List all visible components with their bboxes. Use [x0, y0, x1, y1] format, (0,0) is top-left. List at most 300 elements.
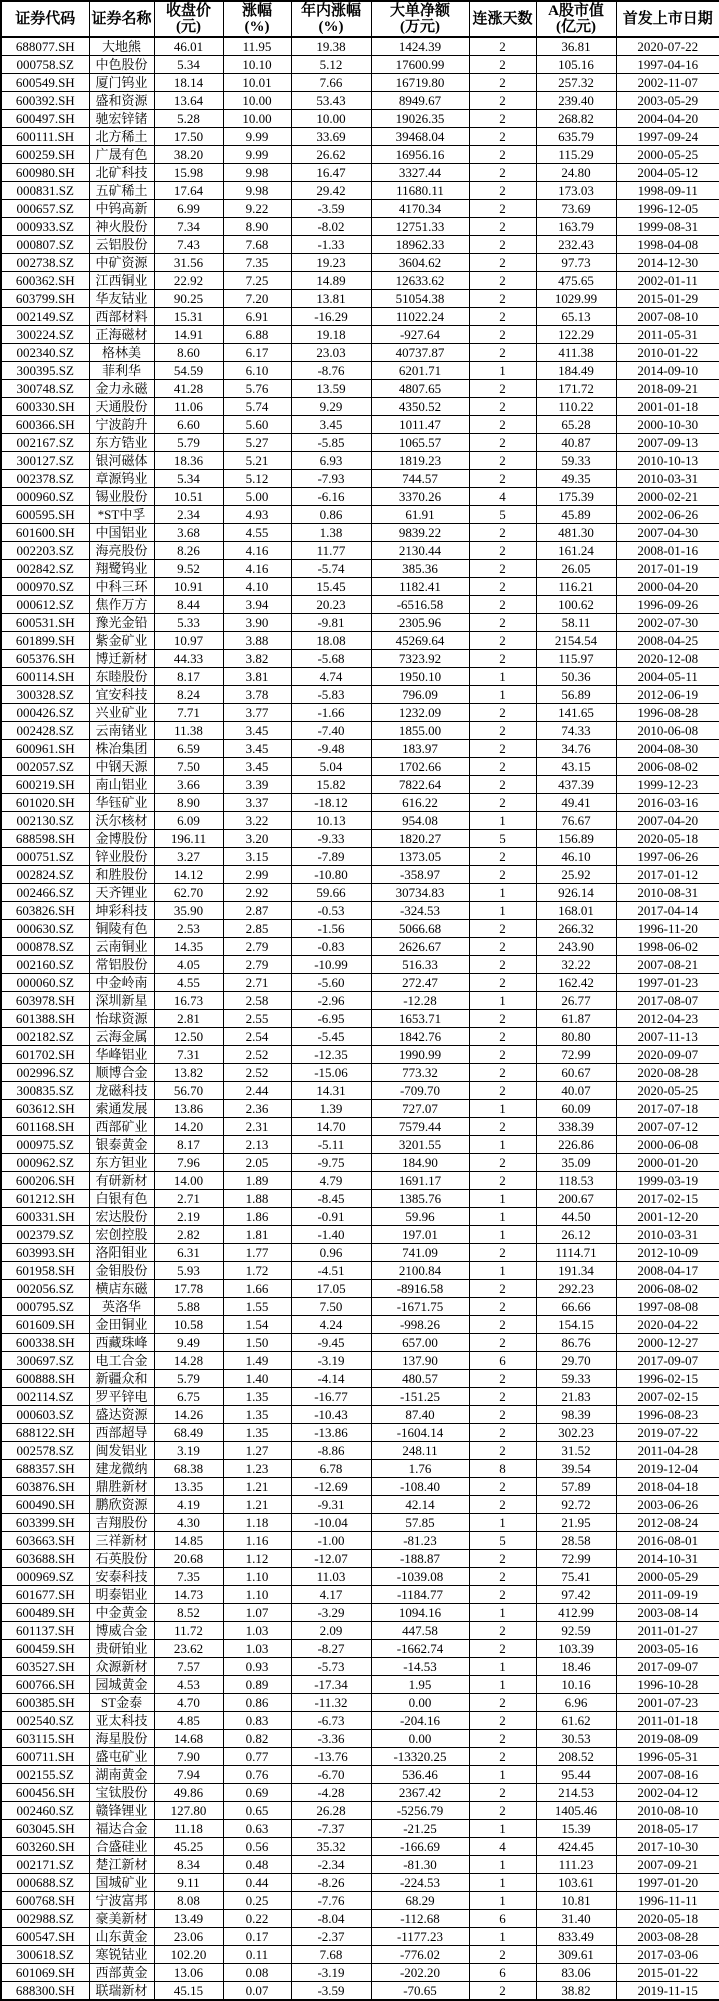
cell-name[interactable]: 锡业股份	[89, 488, 154, 506]
table-row[interactable]	[1, 1622, 719, 1640]
cell-ytd-change[interactable]: -15.06	[291, 1064, 371, 1082]
cell-change[interactable]: 1.16	[223, 1532, 291, 1550]
cell-close[interactable]: 45.15	[154, 1982, 223, 2001]
cell-ipo-date[interactable]: 2017-09-07	[616, 1352, 719, 1370]
cell-large-order-net[interactable]: 1702.66	[371, 758, 469, 776]
cell-name[interactable]: 北方稀土	[89, 128, 154, 146]
cell-close[interactable]: 11.38	[154, 722, 223, 740]
cell-change[interactable]: 3.45	[223, 758, 291, 776]
cell-name[interactable]: 云海金属	[89, 1028, 154, 1046]
cell-close[interactable]: 3.19	[154, 1442, 223, 1460]
cell-ipo-date[interactable]: 2020-05-18	[616, 1910, 719, 1928]
cell-code[interactable]: 300395.SZ	[1, 362, 89, 380]
cell-market-cap[interactable]: 191.34	[536, 1262, 616, 1280]
cell-ytd-change[interactable]: -3.19	[291, 1964, 371, 1982]
cell-close[interactable]: 11.72	[154, 1622, 223, 1640]
cell-large-order-net[interactable]: 480.57	[371, 1370, 469, 1388]
table-row[interactable]	[1, 1730, 719, 1748]
cell-large-order-net[interactable]: 0.00	[371, 1730, 469, 1748]
cell-up-days[interactable]: 2	[469, 1784, 536, 1802]
cell-change[interactable]: 0.48	[223, 1856, 291, 1874]
cell-code[interactable]: 002996.SZ	[1, 1064, 89, 1082]
cell-change[interactable]: 5.12	[223, 470, 291, 488]
cell-market-cap[interactable]: 65.28	[536, 416, 616, 434]
table-row[interactable]	[1, 1082, 719, 1100]
cell-ytd-change[interactable]: 19.18	[291, 326, 371, 344]
cell-name[interactable]: 银河磁体	[89, 452, 154, 470]
table-row[interactable]	[1, 1478, 719, 1496]
cell-code[interactable]: 601020.SH	[1, 794, 89, 812]
cell-ipo-date[interactable]: 2019-08-09	[616, 1730, 719, 1748]
cell-close[interactable]: 12.50	[154, 1028, 223, 1046]
cell-name[interactable]: 楚江新材	[89, 1856, 154, 1874]
cell-name[interactable]: 宁波韵升	[89, 416, 154, 434]
cell-large-order-net[interactable]: -8916.58	[371, 1280, 469, 1298]
cell-code[interactable]: 002540.SZ	[1, 1712, 89, 1730]
cell-market-cap[interactable]: 162.42	[536, 974, 616, 992]
cell-market-cap[interactable]: 171.72	[536, 380, 616, 398]
cell-code[interactable]: 002057.SZ	[1, 758, 89, 776]
cell-change[interactable]: 2.52	[223, 1064, 291, 1082]
cell-up-days[interactable]: 2	[469, 380, 536, 398]
table-row[interactable]	[1, 848, 719, 866]
cell-market-cap[interactable]: 21.83	[536, 1388, 616, 1406]
cell-market-cap[interactable]: 92.72	[536, 1496, 616, 1514]
cell-close[interactable]: 10.58	[154, 1316, 223, 1334]
cell-market-cap[interactable]: 268.82	[536, 110, 616, 128]
cell-large-order-net[interactable]: 12633.62	[371, 272, 469, 290]
table-row[interactable]	[1, 992, 719, 1010]
cell-close[interactable]: 14.68	[154, 1730, 223, 1748]
cell-ipo-date[interactable]: 2001-12-20	[616, 1208, 719, 1226]
cell-ytd-change[interactable]: -4.28	[291, 1784, 371, 1802]
cell-code[interactable]: 002842.SZ	[1, 560, 89, 578]
cell-up-days[interactable]: 1	[469, 1190, 536, 1208]
cell-up-days[interactable]: 2	[469, 200, 536, 218]
cell-name[interactable]: 和胜股份	[89, 866, 154, 884]
table-row[interactable]	[1, 740, 719, 758]
cell-name[interactable]: 华友钴业	[89, 290, 154, 308]
cell-ipo-date[interactable]: 2002-06-26	[616, 506, 719, 524]
cell-large-order-net[interactable]: 1.95	[371, 1676, 469, 1694]
cell-ytd-change[interactable]: 17.05	[291, 1280, 371, 1298]
cell-ipo-date[interactable]: 2016-08-01	[616, 1532, 719, 1550]
cell-close[interactable]: 8.90	[154, 794, 223, 812]
cell-change[interactable]: 1.35	[223, 1424, 291, 1442]
cell-ytd-change[interactable]: -0.83	[291, 938, 371, 956]
cell-ytd-change[interactable]: -3.19	[291, 1352, 371, 1370]
cell-name[interactable]: 云南铜业	[89, 938, 154, 956]
cell-code[interactable]: 600362.SH	[1, 272, 89, 290]
cell-up-days[interactable]: 2	[469, 596, 536, 614]
cell-ipo-date[interactable]: 2019-07-22	[616, 1424, 719, 1442]
cell-close[interactable]: 45.25	[154, 1838, 223, 1856]
cell-code[interactable]: 300748.SZ	[1, 380, 89, 398]
cell-name[interactable]: 深圳新星	[89, 992, 154, 1010]
cell-change[interactable]: 2.52	[223, 1046, 291, 1064]
cell-close[interactable]: 8.34	[154, 1856, 223, 1874]
cell-change[interactable]: 0.22	[223, 1910, 291, 1928]
cell-ytd-change[interactable]: -17.34	[291, 1676, 371, 1694]
cell-market-cap[interactable]: 10.16	[536, 1676, 616, 1694]
cell-ipo-date[interactable]: 2015-01-29	[616, 290, 719, 308]
cell-close[interactable]: 8.17	[154, 668, 223, 686]
cell-market-cap[interactable]: 75.41	[536, 1568, 616, 1586]
cell-large-order-net[interactable]: 7323.92	[371, 650, 469, 668]
cell-ytd-change[interactable]: -1.33	[291, 236, 371, 254]
cell-ytd-change[interactable]: -5.11	[291, 1136, 371, 1154]
cell-up-days[interactable]: 5	[469, 830, 536, 848]
table-row[interactable]	[1, 1676, 719, 1694]
cell-ipo-date[interactable]: 2004-05-11	[616, 668, 719, 686]
cell-name[interactable]: 云铝股份	[89, 236, 154, 254]
cell-ipo-date[interactable]: 2007-02-15	[616, 1388, 719, 1406]
cell-market-cap[interactable]: 232.43	[536, 236, 616, 254]
table-row[interactable]	[1, 380, 719, 398]
cell-up-days[interactable]: 2	[469, 578, 536, 596]
cell-name[interactable]: 鼎胜新材	[89, 1478, 154, 1496]
cell-code[interactable]: 000688.SZ	[1, 1874, 89, 1892]
cell-up-days[interactable]: 2	[469, 938, 536, 956]
cell-market-cap[interactable]: 292.23	[536, 1280, 616, 1298]
cell-close[interactable]: 7.90	[154, 1748, 223, 1766]
cell-market-cap[interactable]: 25.92	[536, 866, 616, 884]
cell-market-cap[interactable]: 92.59	[536, 1622, 616, 1640]
cell-ipo-date[interactable]: 2002-04-12	[616, 1784, 719, 1802]
cell-close[interactable]: 7.71	[154, 704, 223, 722]
table-row[interactable]	[1, 434, 719, 452]
cell-change[interactable]: 4.55	[223, 524, 291, 542]
cell-change[interactable]: 10.00	[223, 92, 291, 110]
cell-market-cap[interactable]: 26.12	[536, 1226, 616, 1244]
cell-up-days[interactable]: 2	[469, 1946, 536, 1964]
cell-large-order-net[interactable]: -1039.08	[371, 1568, 469, 1586]
cell-ytd-change[interactable]: 19.38	[291, 37, 371, 56]
cell-ipo-date[interactable]: 2010-06-08	[616, 722, 719, 740]
cell-large-order-net[interactable]: 385.36	[371, 560, 469, 578]
cell-up-days[interactable]: 2	[469, 37, 536, 56]
cell-large-order-net[interactable]: -151.25	[371, 1388, 469, 1406]
cell-ytd-change[interactable]: -9.81	[291, 614, 371, 632]
cell-ytd-change[interactable]: 11.03	[291, 1568, 371, 1586]
cell-change[interactable]: 1.03	[223, 1622, 291, 1640]
cell-name[interactable]: 翔鹭钨业	[89, 560, 154, 578]
cell-large-order-net[interactable]: 1065.57	[371, 434, 469, 452]
cell-change[interactable]: 2.58	[223, 992, 291, 1010]
cell-up-days[interactable]: 2	[469, 956, 536, 974]
cell-large-order-net[interactable]: 741.09	[371, 1244, 469, 1262]
cell-large-order-net[interactable]: 40737.87	[371, 344, 469, 362]
cell-ytd-change[interactable]: -2.34	[291, 1856, 371, 1874]
table-row[interactable]	[1, 686, 719, 704]
cell-name[interactable]: 怡球资源	[89, 1010, 154, 1028]
cell-ytd-change[interactable]: 18.08	[291, 632, 371, 650]
cell-code[interactable]: 600595.SH	[1, 506, 89, 524]
cell-large-order-net[interactable]: 4350.52	[371, 398, 469, 416]
cell-ytd-change[interactable]: -18.12	[291, 794, 371, 812]
cell-name[interactable]: 新疆众和	[89, 1370, 154, 1388]
cell-large-order-net[interactable]: -1177.23	[371, 1928, 469, 1946]
cell-change[interactable]: 0.07	[223, 1982, 291, 2001]
cell-close[interactable]: 13.82	[154, 1064, 223, 1082]
cell-change[interactable]: 7.68	[223, 236, 291, 254]
cell-ipo-date[interactable]: 1996-08-23	[616, 1406, 719, 1424]
cell-ytd-change[interactable]: 15.82	[291, 776, 371, 794]
cell-code[interactable]: 002130.SZ	[1, 812, 89, 830]
cell-name[interactable]: 西部黄金	[89, 1964, 154, 1982]
cell-up-days[interactable]: 2	[469, 1334, 536, 1352]
cell-up-days[interactable]: 2	[469, 272, 536, 290]
cell-code[interactable]: 002378.SZ	[1, 470, 89, 488]
cell-market-cap[interactable]: 86.76	[536, 1334, 616, 1352]
cell-code[interactable]: 002824.SZ	[1, 866, 89, 884]
cell-change[interactable]: 2.87	[223, 902, 291, 920]
cell-change[interactable]: 9.99	[223, 146, 291, 164]
cell-ytd-change[interactable]: -10.43	[291, 1406, 371, 1424]
cell-market-cap[interactable]: 2154.54	[536, 632, 616, 650]
cell-code[interactable]: 600392.SH	[1, 92, 89, 110]
cell-ytd-change[interactable]: 4.17	[291, 1586, 371, 1604]
cell-code[interactable]: 603799.SH	[1, 290, 89, 308]
cell-large-order-net[interactable]: 3327.44	[371, 164, 469, 182]
cell-code[interactable]: 002155.SZ	[1, 1766, 89, 1784]
cell-name[interactable]: 宝钛股份	[89, 1784, 154, 1802]
cell-market-cap[interactable]: 437.39	[536, 776, 616, 794]
cell-large-order-net[interactable]: 796.09	[371, 686, 469, 704]
cell-change[interactable]: 5.21	[223, 452, 291, 470]
cell-ytd-change[interactable]: -7.40	[291, 722, 371, 740]
cell-large-order-net[interactable]: -709.70	[371, 1082, 469, 1100]
cell-market-cap[interactable]: 184.49	[536, 362, 616, 380]
cell-change[interactable]: 2.79	[223, 938, 291, 956]
table-row[interactable]	[1, 542, 719, 560]
table-row[interactable]	[1, 956, 719, 974]
cell-change[interactable]: 3.22	[223, 812, 291, 830]
cell-large-order-net[interactable]: 45269.64	[371, 632, 469, 650]
table-row[interactable]	[1, 1190, 719, 1208]
cell-code[interactable]: 688122.SH	[1, 1424, 89, 1442]
cell-ytd-change[interactable]: 1.38	[291, 524, 371, 542]
cell-close[interactable]: 102.20	[154, 1946, 223, 1964]
cell-market-cap[interactable]: 475.65	[536, 272, 616, 290]
cell-close[interactable]: 3.27	[154, 848, 223, 866]
cell-ytd-change[interactable]: 14.31	[291, 1082, 371, 1100]
cell-close[interactable]: 7.43	[154, 236, 223, 254]
cell-large-order-net[interactable]: 11022.24	[371, 308, 469, 326]
cell-ipo-date[interactable]: 1999-08-31	[616, 218, 719, 236]
cell-up-days[interactable]: 2	[469, 1694, 536, 1712]
cell-code[interactable]: 600549.SH	[1, 74, 89, 92]
cell-code[interactable]: 600497.SH	[1, 110, 89, 128]
cell-market-cap[interactable]: 833.49	[536, 1928, 616, 1946]
cell-name[interactable]: 盛达资源	[89, 1406, 154, 1424]
cell-name[interactable]: 格林美	[89, 344, 154, 362]
cell-ipo-date[interactable]: 1996-10-28	[616, 1676, 719, 1694]
cell-market-cap[interactable]: 40.87	[536, 434, 616, 452]
table-row[interactable]	[1, 1118, 719, 1136]
cell-ytd-change[interactable]: -5.60	[291, 974, 371, 992]
cell-up-days[interactable]: 2	[469, 1154, 536, 1172]
cell-change[interactable]: 3.82	[223, 650, 291, 668]
cell-change[interactable]: 1.03	[223, 1640, 291, 1658]
cell-code[interactable]: 000426.SZ	[1, 704, 89, 722]
cell-market-cap[interactable]: 110.22	[536, 398, 616, 416]
cell-up-days[interactable]: 2	[469, 146, 536, 164]
cell-code[interactable]: 300328.SZ	[1, 686, 89, 704]
table-row[interactable]	[1, 416, 719, 434]
cell-market-cap[interactable]: 1029.99	[536, 290, 616, 308]
table-row[interactable]	[1, 1208, 719, 1226]
cell-ipo-date[interactable]: 1999-03-19	[616, 1172, 719, 1190]
cell-market-cap[interactable]: 21.95	[536, 1514, 616, 1532]
cell-ipo-date[interactable]: 2007-09-21	[616, 1856, 719, 1874]
cell-ipo-date[interactable]: 2007-08-10	[616, 308, 719, 326]
cell-close[interactable]: 4.55	[154, 974, 223, 992]
cell-change[interactable]: 10.10	[223, 56, 291, 74]
cell-market-cap[interactable]: 412.99	[536, 1604, 616, 1622]
cell-large-order-net[interactable]: 744.57	[371, 470, 469, 488]
cell-code[interactable]: 002578.SZ	[1, 1442, 89, 1460]
cell-change[interactable]: 4.16	[223, 542, 291, 560]
cell-market-cap[interactable]: 175.39	[536, 488, 616, 506]
cell-market-cap[interactable]: 173.03	[536, 182, 616, 200]
cell-ytd-change[interactable]: -1.66	[291, 704, 371, 722]
cell-code[interactable]: 600489.SH	[1, 1604, 89, 1622]
cell-ytd-change[interactable]: 4.24	[291, 1316, 371, 1334]
cell-close[interactable]: 9.49	[154, 1334, 223, 1352]
cell-market-cap[interactable]: 116.21	[536, 578, 616, 596]
cell-large-order-net[interactable]: 2367.42	[371, 1784, 469, 1802]
cell-code[interactable]: 600331.SH	[1, 1208, 89, 1226]
cell-ytd-change[interactable]: 10.13	[291, 812, 371, 830]
cell-ipo-date[interactable]: 1996-11-11	[616, 1892, 719, 1910]
cell-close[interactable]: 38.20	[154, 146, 223, 164]
cell-change[interactable]: 1.49	[223, 1352, 291, 1370]
cell-close[interactable]: 4.85	[154, 1712, 223, 1730]
cell-name[interactable]: 华钰矿业	[89, 794, 154, 812]
cell-ipo-date[interactable]: 1999-12-23	[616, 776, 719, 794]
cell-change[interactable]: 4.93	[223, 506, 291, 524]
cell-ipo-date[interactable]: 1997-04-16	[616, 56, 719, 74]
cell-large-order-net[interactable]: 16719.80	[371, 74, 469, 92]
cell-name[interactable]: 建龙微纳	[89, 1460, 154, 1478]
cell-ipo-date[interactable]: 2006-08-02	[616, 758, 719, 776]
cell-change[interactable]: 2.99	[223, 866, 291, 884]
cell-change[interactable]: 2.85	[223, 920, 291, 938]
cell-market-cap[interactable]: 24.80	[536, 164, 616, 182]
cell-name[interactable]: 盛屯矿业	[89, 1748, 154, 1766]
cell-code[interactable]: 688357.SH	[1, 1460, 89, 1478]
cell-large-order-net[interactable]: -13320.25	[371, 1748, 469, 1766]
cell-ytd-change[interactable]: 26.62	[291, 146, 371, 164]
cell-name[interactable]: 三祥新材	[89, 1532, 154, 1550]
cell-up-days[interactable]: 2	[469, 632, 536, 650]
cell-close[interactable]: 8.60	[154, 344, 223, 362]
cell-change[interactable]: 3.81	[223, 668, 291, 686]
cell-code[interactable]: 603527.SH	[1, 1658, 89, 1676]
cell-large-order-net[interactable]: 248.11	[371, 1442, 469, 1460]
cell-close[interactable]: 22.92	[154, 272, 223, 290]
cell-large-order-net[interactable]: 1385.76	[371, 1190, 469, 1208]
cell-name[interactable]: 横店东磁	[89, 1280, 154, 1298]
table-row[interactable]	[1, 560, 719, 578]
cell-close[interactable]: 3.66	[154, 776, 223, 794]
cell-large-order-net[interactable]: 1424.39	[371, 37, 469, 56]
cell-ytd-change[interactable]: -10.04	[291, 1514, 371, 1532]
cell-market-cap[interactable]: 118.53	[536, 1172, 616, 1190]
cell-code[interactable]: 600206.SH	[1, 1172, 89, 1190]
cell-name[interactable]: 株冶集团	[89, 740, 154, 758]
cell-up-days[interactable]: 2	[469, 1622, 536, 1640]
table-row[interactable]	[1, 884, 719, 902]
cell-market-cap[interactable]: 80.80	[536, 1028, 616, 1046]
cell-change[interactable]: 1.35	[223, 1388, 291, 1406]
cell-ytd-change[interactable]: 14.70	[291, 1118, 371, 1136]
cell-name[interactable]: 众源新材	[89, 1658, 154, 1676]
cell-up-days[interactable]: 2	[469, 866, 536, 884]
cell-change[interactable]: 0.25	[223, 1892, 291, 1910]
cell-name[interactable]: 海星股份	[89, 1730, 154, 1748]
cell-name[interactable]: 金力永磁	[89, 380, 154, 398]
cell-change[interactable]: 2.79	[223, 956, 291, 974]
cell-up-days[interactable]: 2	[469, 164, 536, 182]
cell-large-order-net[interactable]: -204.16	[371, 1712, 469, 1730]
cell-name[interactable]: 云南锗业	[89, 722, 154, 740]
cell-code[interactable]: 002379.SZ	[1, 1226, 89, 1244]
cell-close[interactable]: 54.59	[154, 362, 223, 380]
table-row[interactable]	[1, 1280, 719, 1298]
cell-large-order-net[interactable]: 59.96	[371, 1208, 469, 1226]
table-row[interactable]	[1, 128, 719, 146]
cell-up-days[interactable]: 2	[469, 704, 536, 722]
cell-ytd-change[interactable]: -8.45	[291, 1190, 371, 1208]
cell-change[interactable]: 0.76	[223, 1766, 291, 1784]
cell-large-order-net[interactable]: 1855.00	[371, 722, 469, 740]
cell-name[interactable]: 五矿稀土	[89, 182, 154, 200]
cell-market-cap[interactable]: 115.29	[536, 146, 616, 164]
cell-large-order-net[interactable]: 39468.04	[371, 128, 469, 146]
cell-close[interactable]: 8.08	[154, 1892, 223, 1910]
cell-ipo-date[interactable]: 2003-08-28	[616, 1928, 719, 1946]
cell-ipo-date[interactable]: 2018-09-21	[616, 380, 719, 398]
cell-market-cap[interactable]: 56.89	[536, 686, 616, 704]
cell-code[interactable]: 600219.SH	[1, 776, 89, 794]
cell-up-days[interactable]: 2	[469, 1424, 536, 1442]
cell-change[interactable]: 1.27	[223, 1442, 291, 1460]
cell-close[interactable]: 6.75	[154, 1388, 223, 1406]
cell-code[interactable]: 000933.SZ	[1, 218, 89, 236]
cell-ipo-date[interactable]: 2012-06-19	[616, 686, 719, 704]
cell-name[interactable]: ST金泰	[89, 1694, 154, 1712]
cell-name[interactable]: 焦作万方	[89, 596, 154, 614]
cell-large-order-net[interactable]: 954.08	[371, 812, 469, 830]
cell-close[interactable]: 68.38	[154, 1460, 223, 1478]
cell-up-days[interactable]: 2	[469, 1730, 536, 1748]
cell-name[interactable]: 北矿科技	[89, 164, 154, 182]
cell-close[interactable]: 46.01	[154, 37, 223, 56]
cell-close[interactable]: 90.25	[154, 290, 223, 308]
cell-change[interactable]: 1.10	[223, 1568, 291, 1586]
cell-code[interactable]: 601677.SH	[1, 1586, 89, 1604]
cell-up-days[interactable]: 1	[469, 812, 536, 830]
table-row[interactable]	[1, 1316, 719, 1334]
cell-ytd-change[interactable]: -6.70	[291, 1766, 371, 1784]
cell-ytd-change[interactable]: -12.35	[291, 1046, 371, 1064]
cell-close[interactable]: 9.52	[154, 560, 223, 578]
cell-ytd-change[interactable]: 29.42	[291, 182, 371, 200]
cell-up-days[interactable]: 2	[469, 470, 536, 488]
cell-ytd-change[interactable]: -9.75	[291, 1154, 371, 1172]
